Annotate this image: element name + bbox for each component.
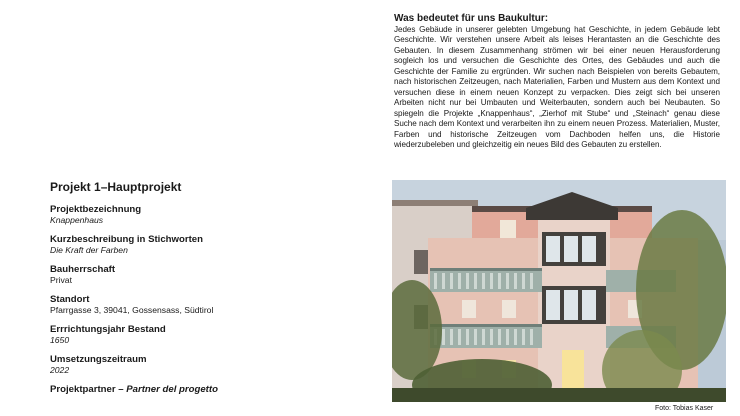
partner-label-de: Projektpartner – bbox=[50, 384, 127, 395]
project-details bbox=[50, 180, 370, 404]
field-bauherrschaft bbox=[50, 264, 370, 285]
partner-label-it: Partner del progetto bbox=[126, 384, 218, 395]
field-label: Standort bbox=[50, 294, 90, 305]
photo-credit: Foto: Tobias Kaser bbox=[655, 405, 714, 412]
field-value: Privat bbox=[50, 275, 72, 285]
field-label: Bauherrschaft bbox=[50, 264, 116, 275]
field-label: Kurzbeschreibung in Stichworten bbox=[50, 234, 203, 245]
field-value: Die Kraft der Farben bbox=[50, 245, 128, 255]
building-photo bbox=[392, 180, 726, 402]
field-umsetzungszeitraum bbox=[50, 354, 370, 375]
field-value: 1650 bbox=[50, 335, 70, 345]
building-illustration bbox=[392, 180, 726, 402]
field-value: Knappenhaus bbox=[50, 215, 104, 225]
field-value: Pfarrgasse 3, 39041, Gossensass, Südtirol bbox=[50, 305, 214, 315]
intro-heading: Was bedeutet für uns Baukultur: bbox=[394, 13, 549, 24]
field-projektpartner bbox=[50, 384, 370, 395]
field-projektbezeichnung bbox=[50, 204, 370, 225]
field-label: Umsetzungszeitraum bbox=[50, 354, 147, 365]
intro-text: Jedes Gebäude in unserer gelebten Umgebung hat Geschichte, in jedem Gebäude lebt Geschichte. Wir verstehen unsere Arbeit als leises Herantasten an die Geschichte des Gebauten. In diesem Zusammenhang strömen wir bei einer neuen Herausforderung sogleich los und versuchen die Geschichte des Ortes, des Gebäudes und auch die Geschichte der Familie zu ergründen. Wir suchen nach Beispielen von bereits Gebautem, nach historischen Zeitzeugen, nach Materialien, Farben und Mustern aus dem Kontext und versuchen diese in einem neuen Konzept zu verpacken. Dies zeigt sich bei unseren Arbeiten nicht nur bei Umbauten und Weiterbauten, sondern auch bei Neubauten. So spiegeln die Projekte „Knappenhaus“, „Zierhof mit Stube“ und „Steinach“ genau diese Suche nach dem Kontext und verarbeiten ihn zu einem neuen Prozess. Materialien, Muster, Farben und historische Zeitzeugen vom Dachboden helfen uns, die Historie wiederzubeleben und gleichzeitig ein neues Bild des Gebauten zu erstellen. bbox=[394, 25, 720, 149]
field-value: 2022 bbox=[50, 365, 70, 375]
field-kurzbeschreibung bbox=[50, 234, 370, 255]
field-standort bbox=[50, 294, 370, 315]
field-label bbox=[50, 384, 370, 395]
field-errichtungsjahr bbox=[50, 324, 370, 345]
field-label: Errrichtungsjahr Bestand bbox=[50, 324, 166, 335]
project-title: Projekt 1–Hauptprojekt bbox=[50, 180, 182, 194]
intro-section bbox=[394, 13, 720, 150]
field-label: Projektbezeichnung bbox=[50, 204, 142, 215]
